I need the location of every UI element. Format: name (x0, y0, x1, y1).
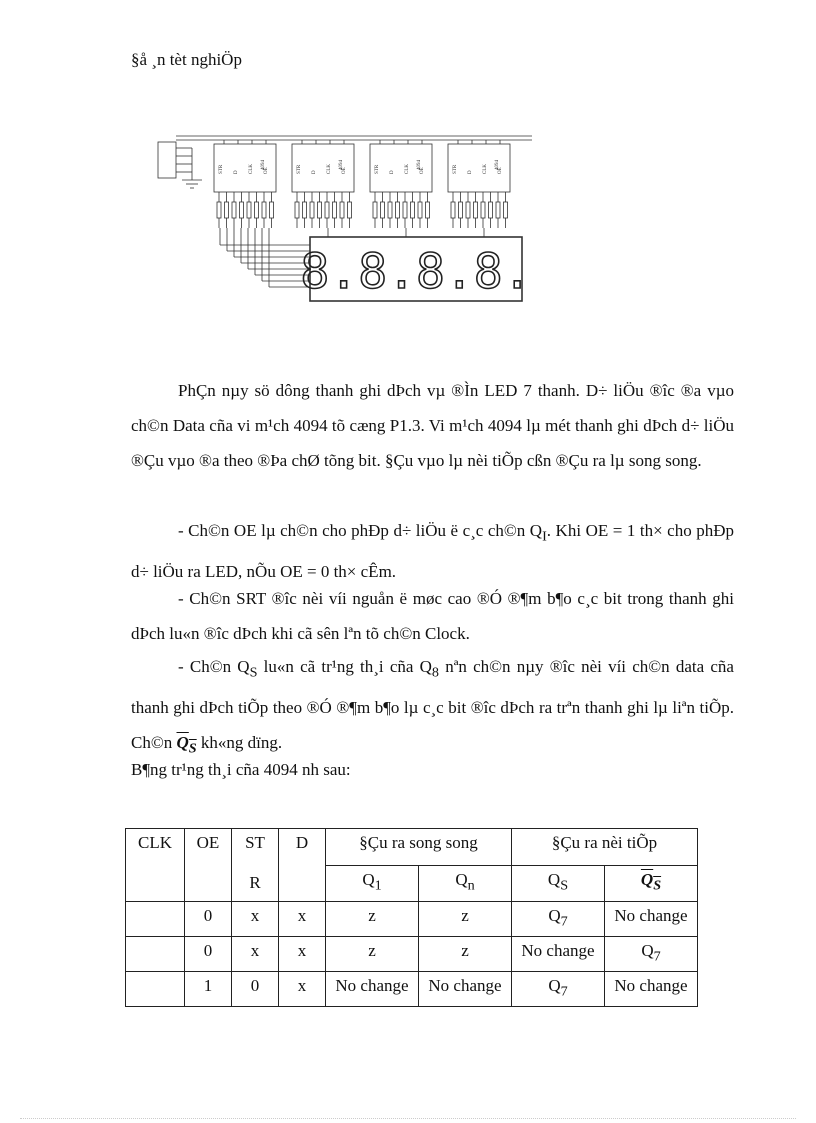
cell-str: 0 (232, 972, 279, 1007)
resistor (247, 202, 251, 218)
header-serial-out: §Çu ra nèi tiÕp (512, 829, 698, 866)
chip-pin-label: D (390, 170, 395, 174)
resistor (373, 202, 377, 218)
resistor (489, 202, 493, 218)
cell-oe: 0 (185, 902, 232, 937)
cell-q1: z (326, 937, 419, 972)
chip-pin-label: OE (420, 167, 425, 174)
resistor (310, 202, 314, 218)
resistor (381, 202, 385, 218)
resistor (232, 202, 236, 218)
header-parallel-out: §Çu ra song song (326, 829, 512, 866)
resistor (217, 202, 221, 218)
resistor (459, 202, 463, 218)
cell-oe: 0 (185, 937, 232, 972)
chip-pin-label: STR (219, 164, 224, 174)
resistor (396, 202, 400, 218)
resistor (474, 202, 478, 218)
cell-qs-bar: No change (605, 902, 698, 937)
resistor (403, 202, 407, 218)
chip-pin-label: CLK (327, 164, 332, 174)
cell-qn: No change (419, 972, 512, 1007)
chip-pin-label: OE (264, 167, 269, 174)
cell-qs: $Q_7$ (512, 972, 605, 1007)
header-qs: $Q_S$ (512, 865, 605, 902)
cell-clk (126, 972, 185, 1007)
resistor (411, 202, 415, 218)
cell-clk (126, 937, 185, 972)
table-caption: B¶ng tr¹ng th¸i cña 4094 nh sau: (131, 760, 351, 779)
chip-pin-label: D (468, 170, 473, 174)
header-oe: OE (185, 829, 232, 902)
chip-pin-label: CLK (249, 164, 254, 174)
table-row (126, 972, 698, 1007)
chip-label: 4094 (339, 160, 344, 170)
resistor (388, 202, 392, 218)
cell-str: x (232, 937, 279, 972)
resistor (451, 202, 455, 218)
chip-pin-label: OE (342, 167, 347, 174)
cell-qs-bar: No change (605, 972, 698, 1007)
resistor (333, 202, 337, 218)
resistor (295, 202, 299, 218)
connector-block (158, 142, 176, 178)
display-digits: 8.8.8.8. (300, 244, 532, 300)
cell-d: x (279, 937, 326, 972)
cell-d: x (279, 902, 326, 937)
table-row (126, 902, 698, 937)
resistor (418, 202, 422, 218)
paragraph-srt: - Ch©n SRT ®îc nèi víi nguån ë møc cao ®Ó ®¶m b¶o c¸c bit trong thanh ghi dÞch lu«n ®îc dÞch khi cã sên lªn tõ ch©n Clock. (131, 589, 734, 643)
cell-qn: z (419, 902, 512, 937)
resistor (303, 202, 307, 218)
chip-pin-label: STR (453, 164, 458, 174)
chip-pin-label: CLK (405, 164, 410, 174)
resistor (426, 202, 430, 218)
header-qn: $Q_n$ (419, 865, 512, 902)
resistor (504, 202, 508, 218)
header-qs-bar: $Q_S$ (605, 865, 698, 902)
cell-qs: No change (512, 937, 605, 972)
resistor (225, 202, 229, 218)
cell-qs: $Q_7$ (512, 902, 605, 937)
chip-pin-label: D (312, 170, 317, 174)
chip-label: 4094 (495, 160, 500, 170)
resistor (240, 202, 244, 218)
paragraph-oe: - Ch©n OE lµ ch©n cho phÐp d÷ liÖu ë c¸c ch©n $Q_I$. Khi OE = 1 th× cho phÐp d÷ liÖu ra LED, nÕu OE = 0 th× cÊm. (131, 521, 734, 582)
header-clk: CLK (126, 829, 185, 902)
resistor (481, 202, 485, 218)
header-str: ST R (232, 829, 279, 902)
header-q1: $Q_1$ (326, 865, 419, 902)
resistor (255, 202, 259, 218)
cell-qs-bar: $Q_7$ (605, 937, 698, 972)
cell-q1: z (326, 902, 419, 937)
resistor (270, 202, 274, 218)
resistor (318, 202, 322, 218)
resistor (496, 202, 500, 218)
chip-pin-label: CLK (483, 164, 488, 174)
chip-pin-label: OE (498, 167, 503, 174)
cell-oe: 1 (185, 972, 232, 1007)
chip-label: 4094 (417, 160, 422, 170)
cell-str: x (232, 902, 279, 937)
cell-d: x (279, 972, 326, 1007)
resistor (348, 202, 352, 218)
cell-clk (126, 902, 185, 937)
resistor (325, 202, 329, 218)
chip-label: 4094 (261, 160, 266, 170)
page-header: §å ¸n tèt nghiÖp (131, 50, 242, 69)
chip-pin-label: D (234, 170, 239, 174)
header-d: D (279, 829, 326, 902)
resistor (262, 202, 266, 218)
resistor (340, 202, 344, 218)
chip-pin-label: STR (297, 164, 302, 174)
paragraph-intro: PhÇn nµy sö dông thanh ghi dÞch vµ ®Ìn LED 7 thanh. D÷ liÖu ®îc ®a vµo ch©n Data cña vi m¹ch 4094 tõ cæng P1.3. Vi m¹ch 4094 lµ mét thanh ghi dÞch d÷ liÖu ®Çu vµo ®a theo ®Þa chØ tõng bit. §Çu vµo lµ nèi tiÕp cßn ®Çu ra lµ song song. (131, 381, 734, 470)
chip-pin-label: STR (375, 164, 380, 174)
cell-q1: No change (326, 972, 419, 1007)
cell-qn: z (419, 937, 512, 972)
table-row (126, 937, 698, 972)
shift-register-led-schematic (152, 130, 552, 310)
page-bottom-divider (20, 1118, 796, 1119)
resistor (466, 202, 470, 218)
paragraph-qs: - Ch©n $Q_S$ lu«n cã tr¹ng th¸i cña $Q_8$ nªn ch©n nµy ®îc nèi víi ch©n data cña thanh ghi dÞch tiÕp theo ®Ó ®¶m b¶o lµ c¸c bit ®îc dÞch ra trªn thanh ghi lµ liªn tiÕp. Ch©n $Q_S$ kh«ng dïng. (131, 657, 734, 757)
truth-table-4094 (125, 828, 698, 1007)
